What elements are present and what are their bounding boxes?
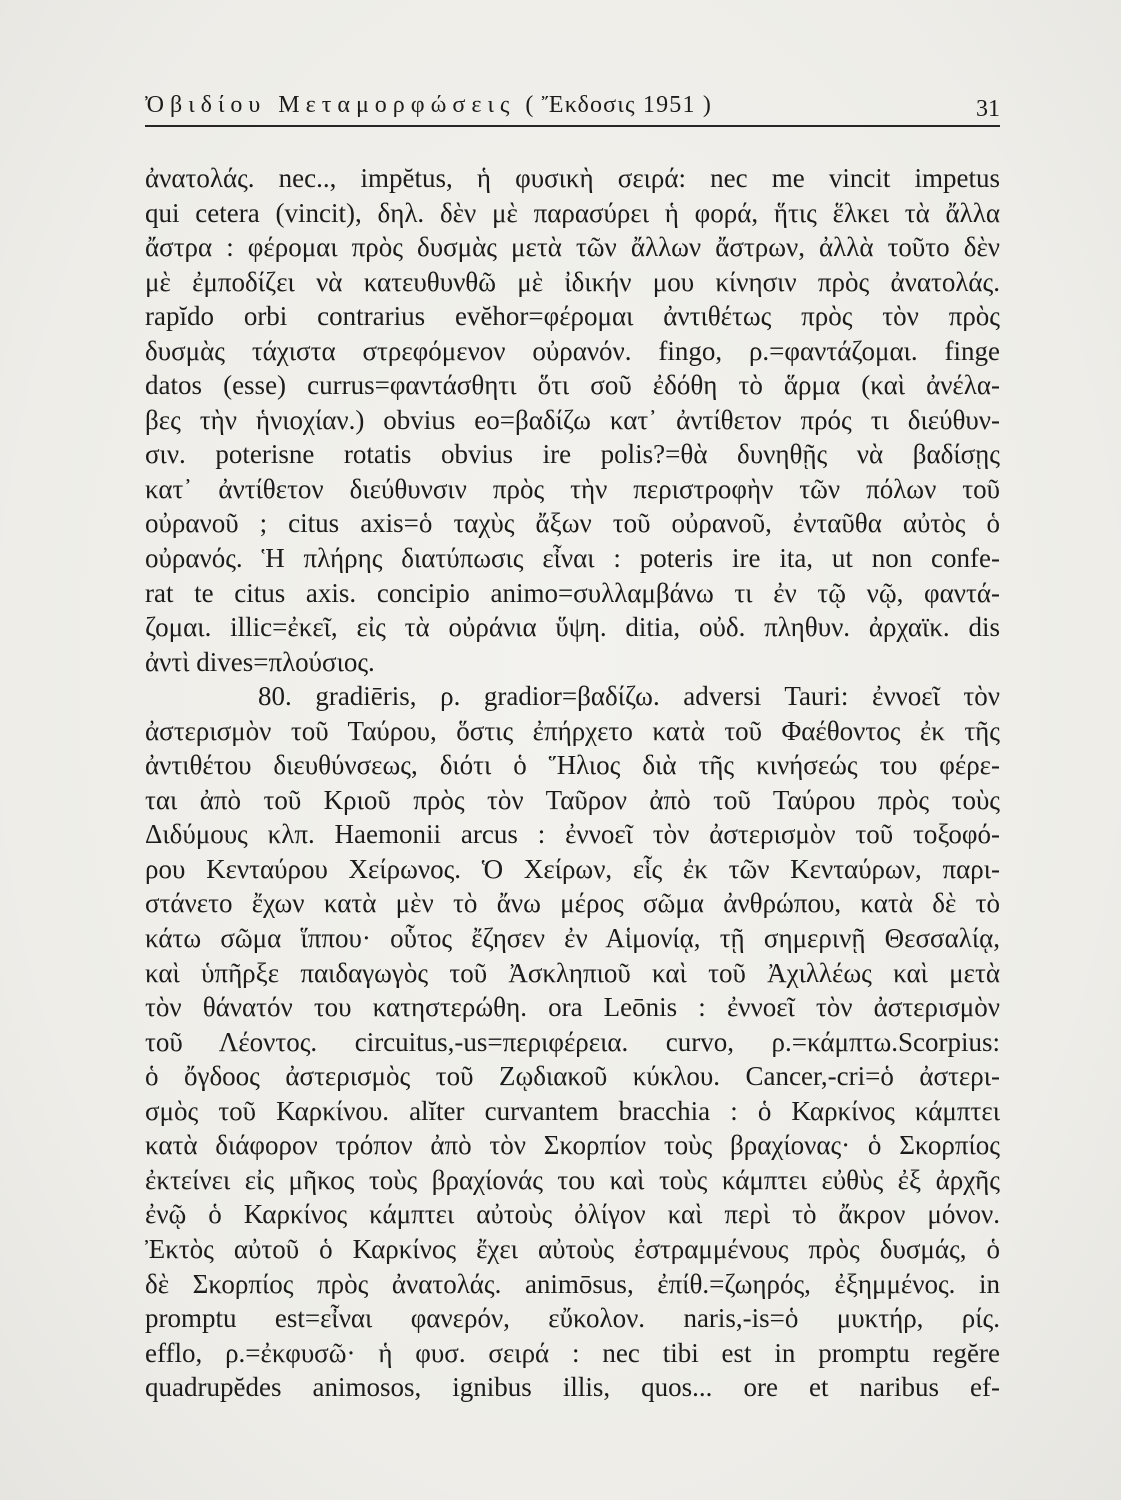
text-line-content: τοῦ Λέοντος. circuitus,-us=περιφέρεια. curvo, ρ.=κάμπτω.Scorpius: [145,1026,1000,1057]
text-line-content: ζομαι. illic=ἐκεῖ, εἰς τὰ οὐράνια ὕψη. ditia, οὐδ. πληθυν. ἀρχαϊκ. dis [145,612,1000,643]
text-line [145,1336,1000,1371]
text-line-content: ἀνατολάς. nec.., impĕtus, ἡ φυσικὴ σειρά: nec me vincit impetus [145,163,1000,193]
text-line [145,506,1000,541]
text-line-content: rapĭdo orbi contrarius evĕhor=φέρομαι ἀντιθέτως πρὸς τὸν πρὸς [145,301,1000,332]
text-line [145,990,1000,1025]
text-line [145,472,1000,507]
text-line-content: quadrupĕdes animosos, ignibus illis, quos... ore et naribus ef- [145,1372,1000,1403]
text-line [145,368,1000,403]
text-line [145,230,1000,265]
text-line-content: καὶ ὑπῆρξε παιδαγωγὸς τοῦ Ἀσκληπιοῦ καὶ τοῦ Ἀχιλλέως καὶ μετὰ [145,957,1000,988]
text-line-content: δὲ Σκορπίος πρὸς ἀνατολάς. animōsus, ἐπίθ.=ζωηρός, ἐξημμένος. in [145,1268,1000,1299]
body-text [145,161,1000,1405]
text-line [145,1232,1000,1267]
text-line [145,403,1000,438]
text-line [145,886,1000,921]
text-line [145,196,1000,231]
text-line [145,783,1000,818]
text-line [145,334,1000,369]
text-line [145,610,1000,645]
text-line-content: οὐρανός. Ἡ πλήρης διατύπωσις εἶναι : poteris ire ita, ut non confe- [145,543,1000,574]
text-line [145,1128,1000,1163]
text-line-content: ὁ ὄγδοος ἀστερισμὸς τοῦ Ζῳδιακοῦ κύκλου. Cancer,-cri=ὁ ἀστερι- [145,1061,1000,1092]
text-line-content: Διδύμους κλπ. Haemonii arcus : ἐννοεῖ τὸν ἀστερισμὸν τοῦ τοξοφό- [145,819,1000,850]
text-line-content: βες τὴν ἡνιοχίαν.) obvius eo=βαδίζω κατ᾽ ἀντίθετον πρός τι διεύθυν- [145,404,1000,435]
text-line [145,817,1000,852]
text-line [145,541,1000,576]
text-line-content: κατ᾽ ἀντίθετον διεύθυνσιν πρὸς τὴν περιστροφὴν τῶν πόλων τοῦ [145,473,1000,504]
text-line [145,679,1000,714]
text-line [145,265,1000,300]
text-line [145,1025,1000,1060]
header-edition: ( Ἔκδοσις 1951 ) [525,92,713,118]
text-line [145,1370,1000,1405]
text-line [145,645,1000,680]
text-line-content: Ἐκτὸς αὐτοῦ ὁ Καρκίνος ἔχει αὐτοὺς ἐστραμμένους πρὸς δυσμάς, ὁ [145,1233,1000,1264]
text-line-content: κάτω σῶμα ἵππου· οὗτος ἔζησεν ἐν Αἱμονίᾳ, τῇ σημερινῇ Θεσσαλίᾳ, [145,923,1000,954]
text-line-content: 80. gradiēris, ρ. gradior=βαδίζω. adversi Tauri: ἐννοεῖ τὸν [258,681,1000,712]
paragraph [145,161,1000,679]
text-line-content: δυσμὰς τάχιστα στρεφόμενον οὐρανόν. fingo, ρ.=φαντάζομαι. finge [145,335,1000,366]
text-line-content: ἐκτείνει εἰς μῆκος τοὺς βραχίονάς του καὶ τοὺς κάμπτει εὐθὺς ἐξ ἀρχῆς [145,1164,1000,1195]
text-line-content: ἄστρα : φέρομαι πρὸς δυσμὰς μετὰ τῶν ἄλλων ἄστρων, ἀλλὰ τοῦτο δὲν [145,232,1000,263]
text-line-content: σμὸς τοῦ Καρκίνου. alĭter curvantem bracchia : ὁ Καρκίνος κάμπτει [145,1095,1000,1126]
text-line-content: ἀστερισμὸν τοῦ Ταύρου, ὅστις ἐπήρχετο κατὰ τοῦ Φαέθοντος ἐκ τῆς [145,715,1000,746]
text-line-content: qui cetera (vincit), δηλ. δὲν μὲ παρασύρει ἡ φορά, ἥτις ἕλκει τὰ ἄλλα [145,197,1000,228]
text-line [145,1094,1000,1129]
text-line [145,748,1000,783]
paragraph [145,679,1000,1404]
text-line-content: οὐρανοῦ ; citus axis=ὁ ταχὺς ἄξων τοῦ οὐρανοῦ, ἐνταῦθα αὐτὸς ὁ [145,508,1000,539]
text-line [145,576,1000,611]
text-line [145,852,1000,887]
header-title: Ὀβιδίου Μεταμορφώσεις [145,92,516,118]
text-line-content: promptu est=εἶναι φανερόν, εὔκολον. naris,-is=ὁ μυκτήρ, ρίς. [145,1303,1000,1334]
text-line [145,714,1000,749]
text-line-content: efflo, ρ.=ἐκφυσῶ· ἡ φυσ. σειρά : nec tibi est in promptu regĕre [145,1337,1000,1368]
text-line [145,956,1000,991]
text-line [145,437,1000,472]
page-number: 31 [976,96,1000,122]
text-line-content: ἀντὶ dives=πλούσιος. [145,646,375,677]
text-line-content: τὸν θάνατόν του κατηστερώθη. ora Leōnis : ἐννοεῖ τὸν ἀστερισμὸν [145,992,1000,1023]
text-line [145,1059,1000,1094]
text-line-content: ται ἀπὸ τοῦ Κριοῦ πρὸς τὸν Ταῦρον ἀπὸ τοῦ Ταύρου πρὸς τοὺς [145,784,1000,815]
text-line [145,921,1000,956]
text-line-content: rat te citus axis. concipio animo=συλλαμβάνω τι ἐν τῷ νῷ, φαντά- [145,577,1000,608]
text-line [145,1197,1000,1232]
text-line-content: μὲ ἐμποδίζει νὰ κατευθυνθῶ μὲ ἰδικήν μου κίνησιν πρὸς ἀνατολάς. [145,266,1000,297]
text-line-content: ρου Κενταύρου Χείρωνος. Ὁ Χείρων, εἷς ἐκ τῶν Κενταύρων, παρι- [145,853,1000,884]
text-line [145,1301,1000,1336]
text-line-content: κατὰ διάφορον τρόπον ἀπὸ τὸν Σκορπίον τοὺς βραχίονας· ὁ Σκορπίος [145,1130,1000,1161]
text-line [145,1163,1000,1198]
text-line [145,299,1000,334]
text-line-content: datos (esse) currus=φαντάσθητι ὅτι σοῦ ἐδόθη τὸ ἅρμα (καὶ ἀνέλα- [145,370,1000,401]
text-line-content: ἐνῷ ὁ Καρκίνος κάμπτει αὐτοὺς ὀλίγον καὶ περὶ τὸ ἄκρον μόνον. [145,1199,1000,1230]
text-line [145,161,1000,196]
text-line [145,1267,1000,1302]
text-line-content: σιν. poterisne rotatis obvius ire polis?=θὰ δυνηθῇς νὰ βαδίσῃς [145,439,1000,470]
running-header [145,88,1000,122]
text-line-content: στάνετο ἔχων κατὰ μὲν τὸ ἄνω μέρος σῶμα ἀνθρώπου, κατὰ δὲ τὸ [145,888,1000,919]
header-rule [145,125,1000,127]
text-line-content: ἀντιθέτου διευθύνσεως, διότι ὁ Ἥλιος διὰ τῆς κινήσεώς του φέρε- [145,750,1000,781]
